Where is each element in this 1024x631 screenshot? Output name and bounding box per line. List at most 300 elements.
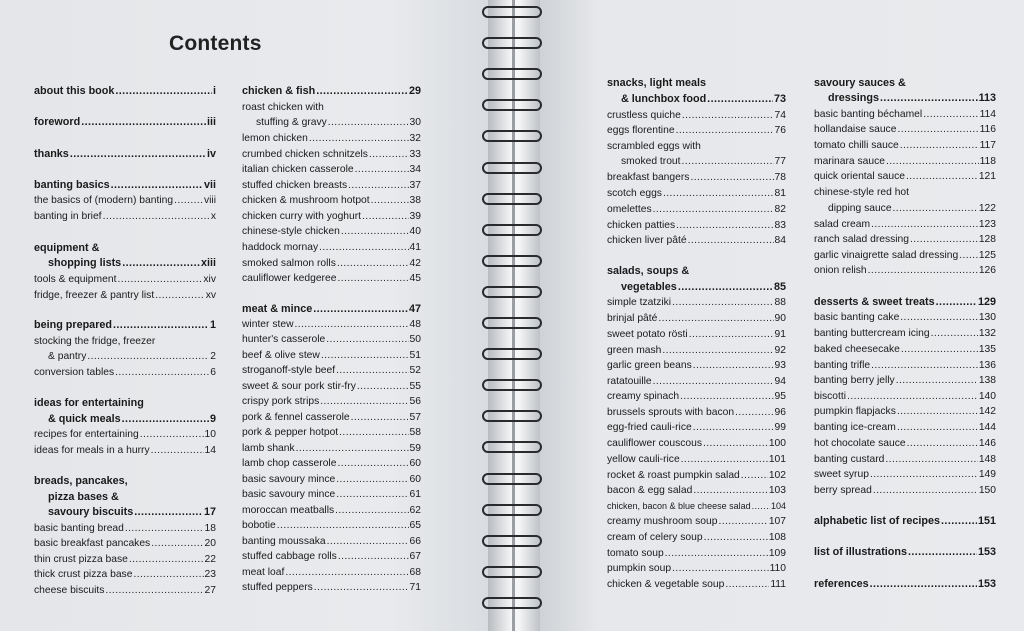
- leader-dots: [336, 488, 408, 501]
- toc-entry: [607, 469, 786, 483]
- toc-entry: [607, 187, 786, 201]
- toc-entry: [607, 234, 786, 248]
- toc-entry-label: breads, pancakes,: [34, 475, 128, 487]
- leader-dots: [653, 375, 774, 388]
- leader-dots: [335, 504, 408, 517]
- leader-dots: [313, 303, 408, 316]
- toc-page-number: 153: [977, 578, 996, 590]
- toc-entry-label: basic banting béchamel: [814, 109, 923, 120]
- spiral-coil: [482, 348, 544, 362]
- toc-entry: [607, 93, 786, 107]
- leader-dots: [658, 312, 773, 325]
- toc-entry: [814, 453, 996, 467]
- toc-page-number: 136: [978, 360, 996, 371]
- leader-dots: [901, 343, 978, 356]
- toc-entry: [814, 139, 996, 153]
- toc-page-number: 150: [978, 485, 996, 496]
- spiral-coil: [482, 68, 544, 82]
- toc-entry-label: haddock mornay: [242, 242, 319, 253]
- toc-entry-label: tomato soup: [607, 548, 664, 559]
- toc-entry: [607, 437, 786, 451]
- toc-entry-label: tools & equipment: [34, 274, 117, 285]
- toc-entry-label: sweet & sour pork stir-fry: [242, 381, 356, 392]
- leader-dots: [151, 444, 204, 457]
- toc-entry-label: basic banting cake: [814, 312, 900, 323]
- toc-page-number: 146: [978, 438, 996, 449]
- toc-entry: [242, 380, 421, 394]
- leader-dots: [174, 194, 203, 207]
- toc-entry: [242, 488, 421, 502]
- toc-page-number: 138: [978, 375, 996, 386]
- toc-page-number: 149: [978, 469, 996, 480]
- toc-entry-label: fridge, freezer & pantry list: [34, 290, 155, 301]
- toc-page-number: xiv: [203, 274, 216, 285]
- leader-dots: [665, 547, 768, 560]
- toc-entry: [814, 77, 996, 91]
- leader-dots: [81, 116, 206, 129]
- toc-entry-label: creamy mushroom soup: [607, 516, 718, 527]
- contents-column-3: [607, 0, 786, 631]
- toc-entry: [814, 484, 996, 498]
- spiral-coil: [482, 99, 544, 113]
- toc-entry: [814, 390, 996, 404]
- coil-loop: [482, 317, 542, 329]
- toc-page-number: 142: [978, 406, 996, 417]
- toc-page-number: 61: [409, 489, 421, 500]
- toc-page-number: 68: [409, 567, 421, 578]
- toc-page-number: 58: [409, 427, 421, 438]
- toc-entry-label: italian chicken casserole: [242, 164, 354, 175]
- toc-entry: [607, 140, 786, 154]
- spiral-coil: [482, 286, 544, 300]
- leader-dots: [672, 562, 768, 575]
- toc-entry-label: moroccan meatballs: [242, 505, 335, 516]
- toc-entry-label: tomato chilli sauce: [814, 140, 899, 151]
- toc-entry-label: bacon & egg salad: [607, 485, 693, 496]
- toc-entry: [607, 562, 786, 576]
- leader-dots: [319, 241, 408, 254]
- coil-loop: [482, 504, 542, 516]
- toc-entry: [34, 444, 216, 458]
- leader-dots: [125, 522, 204, 535]
- toc-page-number: 29: [408, 85, 421, 97]
- toc-entry-label: chicken & mushroom hotpot: [242, 195, 370, 206]
- toc-page-number: 116: [979, 124, 996, 135]
- toc-page-number: 94: [774, 376, 786, 387]
- toc-entry: [242, 101, 421, 115]
- toc-page-number: 50: [409, 334, 421, 345]
- toc-entry: [607, 124, 786, 138]
- leader-dots: [663, 187, 774, 200]
- leader-dots: [693, 421, 774, 434]
- toc-entry: [607, 328, 786, 342]
- toc-entry-label: roast chicken with: [242, 102, 324, 113]
- leader-dots: [897, 405, 978, 418]
- toc-entry: [34, 242, 216, 256]
- toc-entry: [242, 349, 421, 363]
- leader-dots: [348, 179, 408, 192]
- toc-entry: [242, 333, 421, 347]
- toc-entry: [242, 303, 421, 317]
- toc-page-number: 60: [409, 474, 421, 485]
- toc-entry: [607, 453, 786, 467]
- toc-entry: [242, 426, 421, 440]
- leader-dots: [285, 566, 408, 579]
- leader-dots: [906, 170, 978, 183]
- page-title: Contents: [169, 32, 262, 55]
- toc-entry-label: berry spread: [814, 485, 872, 496]
- spiral-coil: [482, 379, 544, 393]
- toc-entry: [242, 457, 421, 471]
- toc-page-number: 6: [210, 367, 216, 378]
- leader-dots: [103, 210, 210, 223]
- toc-entry: [242, 116, 421, 130]
- toc-page-number: 101: [768, 454, 786, 465]
- toc-entry-label: scrambled eggs with: [607, 141, 701, 152]
- toc-entry-label: chinese-style red hot: [814, 187, 910, 198]
- toc-entry-label: basic savoury mince: [242, 474, 336, 485]
- toc-entry: [607, 296, 786, 310]
- toc-entry: [242, 411, 421, 425]
- toc-page-number: 38: [409, 195, 421, 206]
- coil-loop: [482, 99, 542, 111]
- toc-entry: [242, 504, 421, 518]
- toc-page-number: 100: [768, 438, 786, 449]
- toc-entry: [607, 171, 786, 185]
- toc-entry: [814, 437, 996, 451]
- leader-dots: [351, 411, 409, 424]
- toc-page-number: 67: [409, 551, 421, 562]
- leader-dots: [868, 264, 978, 277]
- leader-dots: [369, 148, 409, 161]
- leader-dots: [338, 550, 409, 563]
- toc-entry-label: meat loaf: [242, 567, 285, 578]
- toc-page-number: 57: [409, 412, 421, 423]
- toc-entry-label: shopping lists: [48, 257, 122, 269]
- toc-entry-label: thick crust pizza base: [34, 569, 133, 580]
- toc-entry-label: about this book: [34, 85, 115, 97]
- toc-entry-label: ideas for meals in a hurry: [34, 445, 150, 456]
- leader-dots: [900, 139, 979, 152]
- leader-dots: [309, 132, 409, 145]
- toc-entry: [607, 109, 786, 123]
- toc-entry-label: lamb shank: [242, 443, 295, 454]
- toc-entry: [34, 319, 216, 333]
- toc-entry-label: egg-fried cauli-rice: [607, 422, 692, 433]
- leader-dots: [707, 93, 773, 106]
- coil-loop: [482, 68, 542, 80]
- leader-dots: [151, 537, 203, 550]
- toc-entry: [814, 468, 996, 482]
- leader-dots: [886, 155, 979, 168]
- leader-dots: [893, 202, 978, 215]
- leader-dots: [871, 218, 978, 231]
- toc-page-number: 90: [774, 313, 786, 324]
- spiral-coil: [482, 441, 544, 455]
- leader-dots: [681, 453, 768, 466]
- toc-entry: [607, 421, 786, 435]
- toc-entry: [814, 218, 996, 232]
- leader-dots: [295, 318, 409, 331]
- leader-dots: [320, 395, 408, 408]
- toc-entry: [814, 264, 996, 278]
- toc-page-number: iv: [206, 148, 216, 160]
- toc-entry: [242, 535, 421, 549]
- toc-entry: [34, 491, 216, 505]
- toc-entry: [814, 578, 996, 592]
- leader-dots: [122, 413, 209, 426]
- toc-entry-label: creamy spinach: [607, 391, 680, 402]
- toc-page-number: 99: [774, 422, 786, 433]
- leader-dots: [328, 116, 409, 129]
- toc-entry-label: brinjal pâté: [607, 313, 658, 324]
- toc-entry: [607, 265, 786, 279]
- toc-entry: [242, 179, 421, 193]
- spiral-coil: [482, 37, 544, 51]
- spiral-coil: [482, 566, 544, 580]
- toc-entry-label: & pantry: [48, 351, 87, 362]
- toc-entry: [814, 343, 996, 357]
- toc-entry: [242, 210, 421, 224]
- toc-page-number: 126: [978, 265, 996, 276]
- leader-dots: [693, 484, 768, 497]
- toc-page-number: 20: [204, 538, 216, 549]
- leader-dots: [741, 469, 768, 482]
- toc-entry: [242, 257, 421, 271]
- toc-entry-label: basic banting bread: [34, 523, 124, 534]
- toc-page-number: 123: [978, 219, 996, 230]
- toc-entry: [814, 170, 996, 184]
- toc-page-number: 107: [768, 516, 786, 527]
- toc-entry-label: breakfast bangers: [607, 172, 690, 183]
- leader-dots: [690, 171, 773, 184]
- toc-entry-label: onion relish: [814, 265, 867, 276]
- toc-entry-label: smoked salmon rolls: [242, 258, 336, 269]
- leader-dots: [752, 500, 770, 513]
- toc-entry-label: hollandaise sauce: [814, 124, 897, 135]
- toc-entry: [814, 123, 996, 137]
- toc-page-number: 83: [774, 220, 786, 231]
- toc-page-number: 148: [978, 454, 996, 465]
- toc-entry-label: stocking the fridge, freezer: [34, 336, 156, 347]
- toc-entry-label: basic savoury mince: [242, 489, 336, 500]
- toc-entry-label: baked cheesecake: [814, 344, 900, 355]
- toc-page-number: 104: [770, 501, 786, 511]
- toc-page-number: 14: [204, 445, 216, 456]
- toc-entry: [607, 344, 786, 358]
- toc-entry: [242, 318, 421, 332]
- leader-dots: [662, 344, 773, 357]
- spiral-coil: [482, 162, 544, 176]
- leader-dots: [682, 155, 774, 168]
- toc-page-number: 95: [774, 391, 786, 402]
- toc-entry: [607, 359, 786, 373]
- toc-entry: [242, 566, 421, 580]
- toc-page-number: 153: [977, 546, 996, 558]
- toc-page-number: 10: [204, 429, 216, 440]
- toc-page-number: 40: [409, 226, 421, 237]
- leader-dots: [357, 380, 409, 393]
- toc-page-number: 66: [409, 536, 421, 547]
- leader-dots: [870, 468, 978, 481]
- toc-entry: [607, 219, 786, 233]
- toc-entry-label: savoury sauces &: [814, 77, 906, 89]
- toc-page-number: 88: [774, 297, 786, 308]
- leader-dots: [908, 546, 977, 559]
- leader-dots: [672, 296, 773, 309]
- toc-entry: [242, 519, 421, 533]
- leader-dots: [296, 442, 409, 455]
- coil-loop: [482, 6, 542, 18]
- toc-entry: [242, 581, 421, 595]
- toc-entry: [34, 116, 216, 130]
- leader-dots: [910, 233, 978, 246]
- toc-page-number: 91: [774, 329, 786, 340]
- toc-page-number: 18: [204, 523, 216, 534]
- toc-page-number: 71: [409, 582, 421, 593]
- toc-entry-label: recipes for entertaining: [34, 429, 139, 440]
- toc-entry-label: stroganoff-style beef: [242, 365, 336, 376]
- coil-loop: [482, 162, 542, 174]
- leader-dots: [105, 584, 203, 597]
- toc-entry: [607, 578, 786, 592]
- toc-page-number: vii: [203, 179, 216, 191]
- toc-entry-label: pumpkin flapjacks: [814, 406, 896, 417]
- leader-dots: [959, 249, 978, 262]
- toc-entry-label: banting custard: [814, 454, 885, 465]
- toc-entry: [242, 85, 421, 99]
- toc-entry-label: rocket & roast pumpkin salad: [607, 470, 740, 481]
- leader-dots: [703, 437, 768, 450]
- toc-entry: [34, 475, 216, 489]
- contents-column-2: [242, 0, 421, 631]
- coil-loop: [482, 286, 542, 298]
- toc-entry-label: sweet syrup: [814, 469, 869, 480]
- toc-entry: [814, 311, 996, 325]
- toc-page-number: 125: [978, 250, 996, 261]
- toc-entry: [242, 241, 421, 255]
- toc-page-number: 2: [210, 351, 216, 362]
- toc-page-number: 140: [978, 391, 996, 402]
- toc-page-number: 144: [978, 422, 996, 433]
- toc-entry-label: chicken liver pâté: [607, 235, 687, 246]
- toc-entry: [34, 273, 216, 287]
- toc-entry-label: cheese biscuits: [34, 585, 105, 596]
- toc-entry: [607, 500, 786, 514]
- toc-entry: [814, 202, 996, 216]
- toc-entry: [34, 179, 216, 193]
- toc-entry-label: being prepared: [34, 319, 112, 331]
- toc-entry-label: bobotie: [242, 520, 276, 531]
- toc-entry-label: brussels sprouts with bacon: [607, 407, 735, 418]
- coil-loop: [482, 224, 542, 236]
- toc-entry: [814, 296, 996, 310]
- toc-entry: [34, 397, 216, 411]
- toc-entry-label: garlic vinaigrette salad dressing: [814, 250, 959, 261]
- toc-page-number: x: [210, 211, 216, 222]
- coil-loop: [482, 37, 542, 49]
- toc-entry-label: pizza bases &: [48, 491, 119, 503]
- toc-entry: [814, 359, 996, 373]
- toc-page-number: 22: [204, 554, 216, 565]
- toc-entry: [242, 148, 421, 162]
- toc-entry-label: sweet potato rösti: [607, 329, 688, 340]
- leader-dots: [871, 359, 978, 372]
- leader-dots: [70, 148, 206, 161]
- toc-entry: [242, 194, 421, 208]
- toc-entry-label: banting ice-cream: [814, 422, 896, 433]
- leader-dots: [111, 179, 203, 192]
- toc-entry-label: thanks: [34, 148, 69, 160]
- coil-loop: [482, 597, 542, 609]
- toc-entry-label: scotch eggs: [607, 188, 662, 199]
- spiral-coil: [482, 535, 544, 549]
- toc-entry: [242, 163, 421, 177]
- toc-page-number: 60: [409, 458, 421, 469]
- toc-entry-label: ideas for entertaining: [34, 397, 144, 409]
- toc-page-number: 103: [768, 485, 786, 496]
- toc-entry: [34, 350, 216, 364]
- toc-entry-label: stuffed cabbage rolls: [242, 551, 337, 562]
- leader-dots: [115, 85, 212, 98]
- toc-entry: [34, 568, 216, 582]
- toc-entry-label: references: [814, 578, 869, 590]
- toc-entry: [34, 289, 216, 303]
- toc-entry-label: ranch salad dressing: [814, 234, 910, 245]
- leader-dots: [277, 519, 409, 532]
- toc-page-number: 151: [977, 515, 996, 527]
- leader-dots: [133, 568, 203, 581]
- toc-entry: [242, 473, 421, 487]
- toc-entry: [607, 312, 786, 326]
- toc-entry-label: chicken curry with yoghurt: [242, 211, 362, 222]
- toc-page-number: 1: [209, 319, 216, 331]
- toc-page-number: 117: [979, 140, 996, 151]
- leader-dots: [355, 163, 409, 176]
- toc-entry-label: chicken & vegetable soup: [607, 579, 725, 590]
- leader-dots: [704, 531, 768, 544]
- toc-page-number: 84: [774, 235, 786, 246]
- toc-entry-label: crispy pork strips: [242, 396, 320, 407]
- leader-dots: [735, 406, 773, 419]
- contents-column-1: [34, 0, 216, 631]
- toc-page-number: 122: [978, 203, 996, 214]
- toc-page-number: 32: [409, 133, 421, 144]
- coil-loop: [482, 535, 542, 547]
- leader-dots: [337, 272, 408, 285]
- toc-entry: [242, 272, 421, 286]
- toc-entry-label: & quick meals: [48, 413, 121, 425]
- leader-dots: [129, 553, 204, 566]
- toc-entry-label: savoury biscuits: [48, 506, 134, 518]
- toc-page-number: 23: [204, 569, 216, 580]
- toc-entry-label: winter stew: [242, 319, 294, 330]
- toc-entry-label: basic breakfast pancakes: [34, 538, 151, 549]
- contents-column-4: [814, 0, 996, 631]
- spiral-coil: [482, 473, 544, 487]
- toc-entry-label: omelettes: [607, 204, 652, 215]
- toc-page-number: 111: [770, 579, 786, 590]
- toc-entry: [814, 92, 996, 106]
- toc-page-number: 59: [409, 443, 421, 454]
- toc-entry-label: stuffed chicken breasts: [242, 180, 348, 191]
- toc-entry-label: marinara sauce: [814, 156, 885, 167]
- toc-entry-label: & lunchbox food: [621, 93, 707, 105]
- coil-loop: [482, 193, 542, 205]
- toc-page-number: 118: [979, 156, 996, 167]
- toc-page-number: 109: [768, 548, 786, 559]
- toc-page-number: 85: [773, 281, 786, 293]
